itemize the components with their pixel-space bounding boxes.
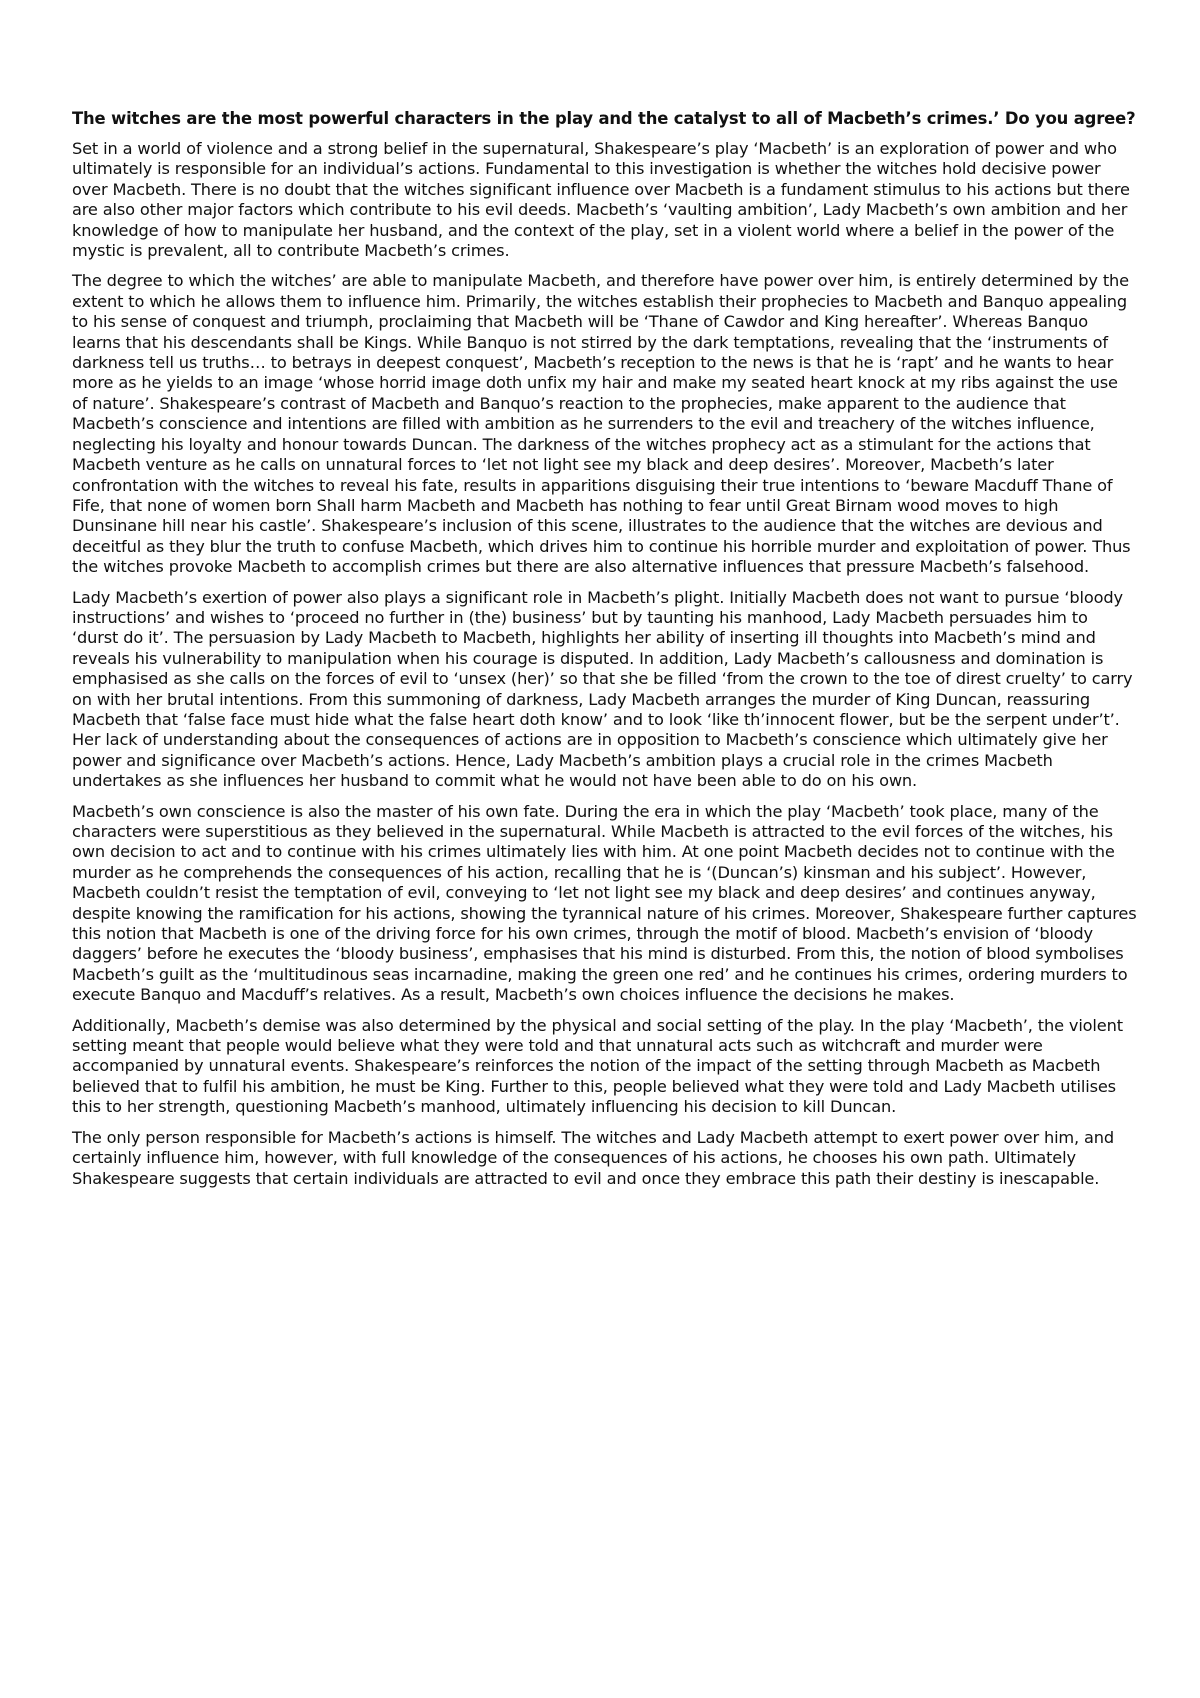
essay-page	[72, 108, 1138, 1199]
essay-paragraph-setting: Additionally, Macbeth’s demise was also determined by the physical and social setting of the play. In the play ‘Macbeth’, the violent setting meant that people would believe what they were told and that unnatural acts such as witchcraft and murder were accompanied by unnatural events. Shakespeare’s reinforces the notion of the impact of the setting through Macbeth as Macbeth believed that to fulfil his ambition, he must be King. Further to this, people believed what they were told and Lady Macbeth utilises this to her strength, questioning Macbeth’s manhood, ultimately influencing his decision to kill Duncan.	[72, 1015, 1123, 1117]
essay-paragraph-lady-macbeth: Lady Macbeth’s exertion of power also plays a significant role in Macbeth’s plight. Initially Macbeth does not want to pursue ‘bloody instructions’ and wishes to ‘proceed no further in (the) business’ but by taunting his manhood, Lady Macbeth persuades him to ‘durst do it’. The persuasion by Lady Macbeth to Macbeth, highlights her ability of inserting ill thoughts into Macbeth’s mind and reveals his vulnerability to manipulation when his courage is disputed. In addition, Lady Macbeth’s callousness and domination is emphasised as she calls on the forces of evil to ‘unsex (her)’ so that she be filled ‘from the crown to the toe of direst cruelty’ to carry on with her brutal intentions. From this summoning of darkness, Lady Macbeth arranges the murder of King Duncan, reassuring Macbeth that ‘false face must hide what the false heart doth know’ and to look ‘like th’innocent flower, but be the serpent under’t’. Her lack of understanding about the consequences of actions are in opposition to Macbeth’s conscience which ultimately give her power and significance over Macbeth’s actions. Hence, Lady Macbeth’s ambition plays a crucial role in the crimes Macbeth undertakes as she influences her husband to commit what he would not have been able to do on his own.	[72, 587, 1133, 791]
essay-paragraph-witches: The degree to which the witches’ are able to manipulate Macbeth, and therefore have power over him, is entirely determined by the extent to which he allows them to influence him. Primarily, the witches establish their prophecies to Macbeth and Banquo appealing to his sense of conquest and triumph, proclaiming that Macbeth will be ‘Thane of Cawdor and King hereafter’. Whereas Banquo learns that his descendants shall be Kings. While Banquo is not stirred by the dark temptations, revealing that the ‘instruments of darkness tell us truths… to betrays in deepest conquest’, Macbeth’s reception to the news is that he is ‘rapt’ and he wants to hear more as he yields to an image ‘whose horrid image doth unfix my hair and make my seated heart knock at my ribs against the use of nature’. Shakespeare’s contrast of Macbeth and Banquo’s reaction to the prophecies, make apparent to the audience that Macbeth’s conscience and intentions are filled with ambition as he surrenders to the evil and treachery of the witches influence, neglecting his loyalty and honour towards Duncan. The darkness of the witches prophecy act as a stimulant for the actions that Macbeth venture as he calls on unnatural forces to ‘let not light see my black and deep desires’. Moreover, Macbeth’s later confrontation with the witches to reveal his fate, results in apparitions disguising their true intentions to ‘beware Macduff Thane of Fife, that none of women born Shall harm Macbeth and Macbeth has nothing to fear until Great Birnam wood moves to high Dunsinane hill near his castle’. Shakespeare’s inclusion of this scene, illustrates to the audience that the witches are devious and deceitful as they blur the truth to confuse Macbeth, which drives him to continue his horrible murder and exploitation of power. Thus the witches provoke Macbeth to accomplish crimes but there are also alternative influences that pressure Macbeth’s falsehood.	[72, 271, 1131, 577]
essay-title: The witches are the most powerful characters in the play and the catalyst to all of Macbeth’s crimes.’ Do you agree?	[72, 109, 1136, 128]
essay-paragraph-conclusion: The only person responsible for Macbeth’s actions is himself. The witches and Lady Macbeth attempt to exert power over him, and certainly influence him, however, with full knowledge of the consequences of his actions, he chooses his own path. Ultimately Shakespeare suggests that certain individuals are attracted to evil and once they embrace this path their destiny is inescapable.	[72, 1127, 1115, 1188]
essay-paragraph-introduction: Set in a world of violence and a strong belief in the supernatural, Shakespeare’s play ‘Macbeth’ is an exploration of power and who ultimately is responsible for an individual’s actions. Fundamental to this investigation is whether the witches hold decisive power over Macbeth. There is no doubt that the witches significant influence over Macbeth is a fundament stimulus to his actions but there are also other major factors which contribute to his evil deeds. Macbeth’s ‘vaulting ambition’, Lady Macbeth’s own ambition and her knowledge of how to manipulate her husband, and the context of the play, set in a violent world where a belief in the power of the mystic is prevalent, all to contribute Macbeth’s crimes.	[72, 139, 1130, 261]
essay-paragraph-conscience: Macbeth’s own conscience is also the master of his own fate. During the era in which the play ‘Macbeth’ took place, many of the characters were superstitious as they believed in the supernatural. While Macbeth is attracted to the evil forces of the witches, his own decision to act and to continue with his crimes ultimately lies with him. At one point Macbeth decides not to continue with the murder as he comprehends the consequences of his action, recalling that he is ‘(Duncan’s) kinsman and his subject’. However, Macbeth couldn’t resist the temptation of evil, conveying to ‘let not light see my black and deep desires’ and continues anyway, despite knowing the ramification for his actions, showing the tyrannical nature of his crimes. Moreover, Shakespeare further captures this notion that Macbeth is one of the driving force for his own crimes, through the motif of blood. Macbeth’s envision of ‘bloody daggers’ before he executes the ‘bloody business’, emphasises that his mind is disturbed. From this, the notion of blood symbolises Macbeth’s guilt as the ‘multitudinous seas incarnadine, making the green one red’ and he continues his crimes, ordering murders to execute Banquo and Macduff’s relatives. As a result, Macbeth’s own choices influence the decisions he makes.	[72, 801, 1137, 1005]
